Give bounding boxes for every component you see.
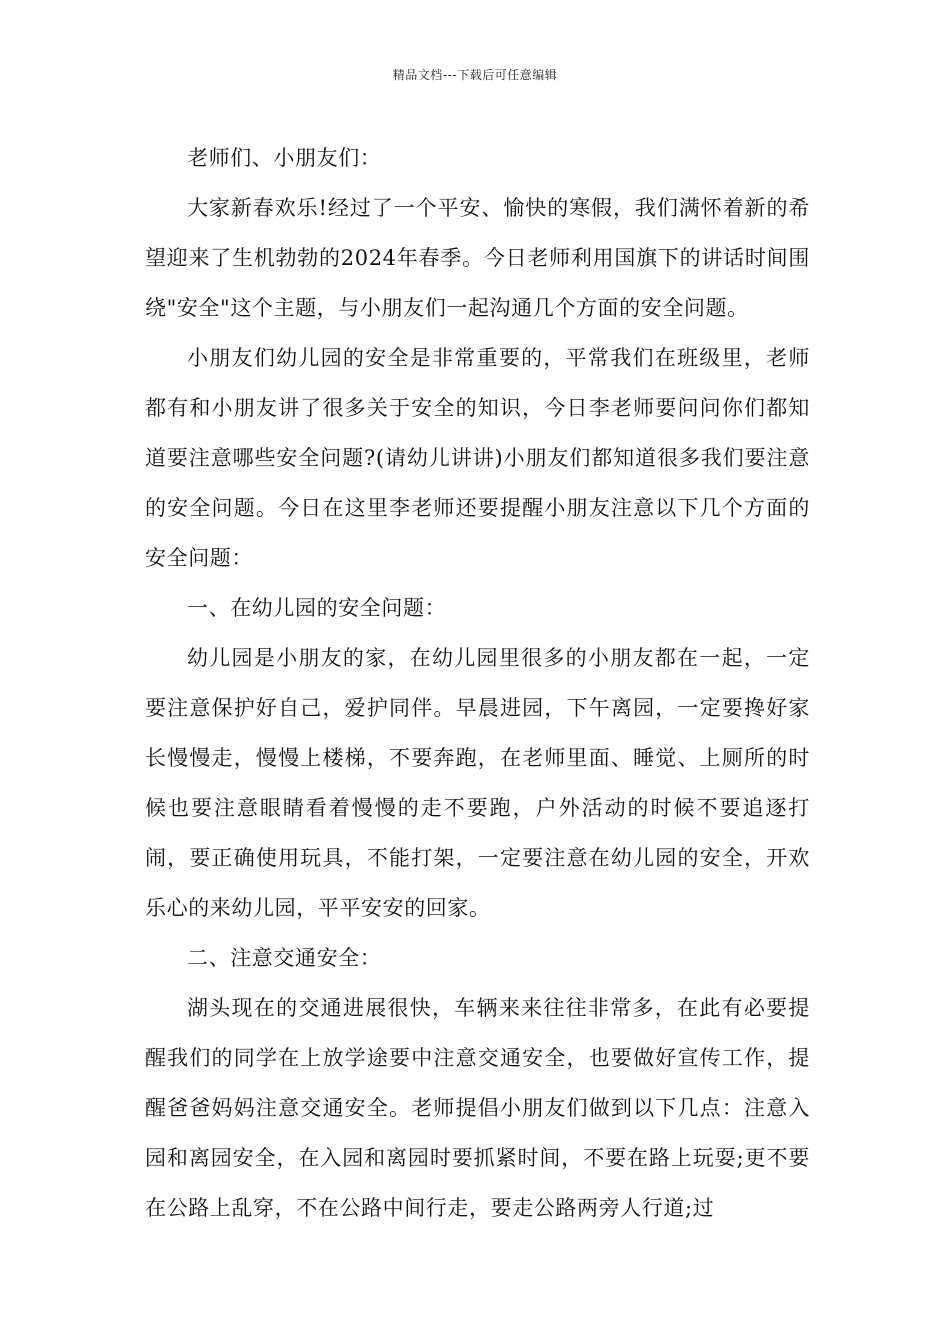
- section-heading-traffic: 二、注意交通安全：: [187, 946, 382, 970]
- section-heading-kindergarten: 一、在幼儿园的安全问题：: [187, 596, 447, 620]
- header-note: 精品文档---下载后可任意编辑: [392, 68, 558, 82]
- intro-paragraph: 小朋友们幼儿园的安全是非常重要的，平常我们在班级里，老师都有和小朋友讲了很多关于安全的知识，今日李老师要问问你们都知道要注意哪些安全问题?(请幼儿讲讲)小朋友们都知道很多我们要注意的安全问题。今日在这里李老师还要提醒小朋友注意以下几个方面的安全问题：: [145, 346, 810, 570]
- greeting-paragraph: 老师们、小朋友们：: [187, 146, 382, 170]
- document-body: [145, 133, 810, 1233]
- traffic-safety-paragraph: 湖头现在的交通进展很快，车辆来来往往非常多，在此有必要提醒我们的同学在上放学途要中注意交通安全，也要做好宣传工作，提醒爸爸妈妈注意交通安全。老师提倡小朋友们做到以下几点：注意入园和离园安全，在入园和离园时要抓紧时间，不要在路上玩耍;更不要在公路上乱穿，不在公路中间行走，要走公路两旁人行道;过: [145, 996, 810, 1220]
- opening-paragraph: 大家新春欢乐!经过了一个平安、愉快的寒假，我们满怀着新的希望迎来了生机勃勃的2024年春季。今日老师利用国旗下的讲话时间围绕"安全"这个主题，与小朋友们一起沟通几个方面的安全问题。: [145, 196, 810, 320]
- kindergarten-safety-paragraph: 幼儿园是小朋友的家，在幼儿园里很多的小朋友都在一起，一定要注意保护好自己，爱护同伴。早晨进园，下午离园，一定要搀好家长慢慢走，慢慢上楼梯，不要奔跑，在老师里面、睡觉、上厕所的时候也要注意眼睛看着慢慢的走不要跑，户外活动的时候不要追逐打闹，要正确使用玩具，不能打架，一定要注意在幼儿园的安全，开欢乐心的来幼儿园，平平安安的回家。: [145, 646, 810, 920]
